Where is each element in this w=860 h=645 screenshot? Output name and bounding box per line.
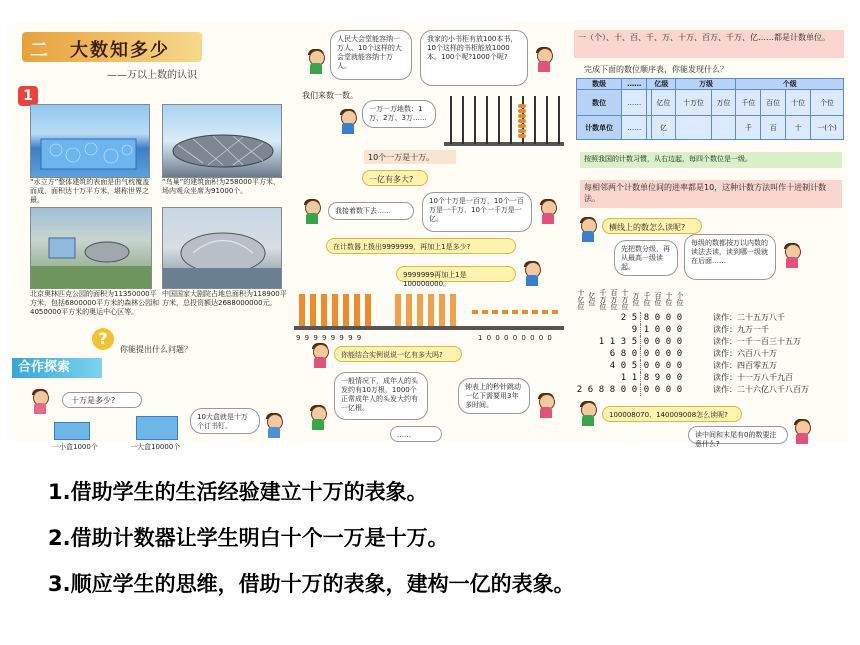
digit-cell: 0	[643, 361, 650, 371]
reading-text: 读作：一千一百三十五万	[713, 337, 801, 346]
read-question: 横线上的数怎么读呢?	[602, 218, 702, 234]
point-number: 2.	[48, 526, 71, 550]
point-number: 1.	[48, 480, 71, 504]
digit-cell: 8	[598, 385, 605, 395]
col-head: 十位	[665, 292, 673, 306]
digit-cell: 0	[654, 385, 661, 395]
boy-icon	[522, 262, 542, 286]
grand-theatre-icon	[163, 208, 281, 288]
ellipsis-bubble: ……	[390, 426, 442, 442]
digit-cell: 2	[620, 313, 627, 323]
zero-bubble: 读中间和末尾有0的数要注意什么?	[688, 426, 788, 444]
reading-row	[574, 336, 809, 348]
col-head: 百万位	[610, 288, 618, 310]
reading-row	[574, 372, 809, 384]
digit-cell: 6	[587, 385, 594, 395]
digit-cell: 8	[609, 385, 616, 395]
digit-cell: 9	[654, 373, 661, 383]
table-header: 万级	[676, 79, 736, 90]
digit-cell: 4	[609, 361, 616, 371]
digit-cell	[574, 324, 585, 336]
digit-cell: 1	[643, 325, 650, 335]
chapter-subtitle: ——万以上数的认识	[107, 70, 197, 81]
reading-text: 读作：二十六亿八千八百万	[713, 385, 809, 394]
table-cell	[711, 116, 736, 140]
boy-icon	[308, 406, 328, 430]
table-row-label: 计数单位	[577, 116, 622, 140]
table-cell: 个位	[811, 90, 844, 116]
point-text: 借助计数器让学生明白十个一万是十万。	[70, 526, 449, 550]
digit-cell: 0	[665, 337, 672, 347]
digit-cell: 0	[643, 349, 650, 359]
abacus-digits-left: 9 9 9 9 9 9 9 9	[296, 334, 363, 342]
table-header: 个级	[736, 79, 844, 90]
hair-bubble: 一般情况下，成年人的头发约有10万根，1000个正常成年人的头发大约有一亿根。	[334, 372, 428, 420]
col-head: 亿位	[588, 292, 596, 306]
digit-cell: 0	[629, 348, 641, 360]
reading-text: 读作：十一万八千九百	[713, 373, 793, 382]
digit-cell	[574, 360, 585, 372]
chapter-title: 大数知多少	[70, 40, 170, 61]
digit-cell	[596, 372, 607, 384]
digit-cell: 5	[629, 336, 641, 348]
girl-icon	[310, 344, 330, 368]
cooperative-explore-label: 合作探索	[12, 358, 102, 378]
digit-cell: 0	[654, 349, 661, 359]
abacus-question: 在计数器上拨出9999999，再加上1是多少?	[326, 238, 516, 254]
digit-cell	[574, 372, 585, 384]
digit-cell: 1	[629, 372, 641, 384]
table-cell: ……	[622, 116, 647, 140]
table-cell: 万位	[711, 90, 736, 116]
col-head: 千位	[643, 292, 651, 306]
table-cell: 亿位	[651, 90, 676, 116]
ask-bubble: 十万是多少?	[62, 392, 142, 408]
place-value-table	[576, 78, 844, 140]
digit-cell	[574, 336, 585, 348]
grand-theatre-photo	[162, 207, 282, 289]
digit-cell: 1	[598, 337, 605, 347]
digit-cell	[585, 324, 596, 336]
summary-point-1	[48, 476, 428, 506]
units-note: 一（个）、十、百、千、万、十万、百万、千万、亿……都是计数单位。	[574, 30, 844, 58]
table-cell: 百	[761, 116, 786, 140]
point-text: 顺应学生的思维，借助十万的表象，建构一亿的表象。	[70, 572, 575, 596]
table-cell: 千位	[736, 90, 761, 116]
water-cube-photo	[30, 104, 150, 178]
big-box-label: 一大盒10000个	[130, 443, 181, 451]
girl-icon	[536, 394, 556, 418]
summary-point-3	[48, 568, 575, 598]
summary-point-2	[48, 522, 449, 552]
boy-icon	[264, 414, 284, 438]
table-cell: 千	[736, 116, 761, 140]
abacus-answer: 9999999再加上1是100000000。	[396, 266, 516, 282]
boy-icon	[306, 50, 326, 74]
digit-cell: 0	[654, 337, 661, 347]
birds-nest-icon	[163, 105, 281, 177]
digit-cell	[596, 360, 607, 372]
digit-cell: 3	[620, 337, 627, 347]
table-header: ……	[622, 79, 647, 90]
digit-cell: 0	[676, 337, 683, 347]
hall-bubble: 人民大会堂能容纳一万人，10个这样的大会堂就能容纳十万人。	[330, 30, 412, 80]
digit-cell	[585, 372, 596, 384]
birds-nest-caption: “鸟巢”的建筑面积为258000平方米，场内观众坐席为91000个。	[162, 178, 280, 195]
boy-icon	[578, 218, 598, 242]
digit-cell: 0	[665, 373, 672, 383]
reading-table	[574, 286, 809, 396]
digit-cell: 8	[620, 349, 627, 359]
box-bubble: 10大盒就是十万个订书钉。	[190, 408, 260, 434]
digit-cell	[585, 312, 596, 324]
big-box-icon	[136, 416, 178, 440]
table-cell: 十	[786, 116, 811, 140]
boy-icon	[338, 110, 358, 134]
girl-icon	[538, 200, 558, 224]
digit-cell: 8	[643, 313, 650, 323]
olympic-park-icon	[31, 208, 151, 288]
chapter-number: 二	[30, 40, 48, 61]
digit-cell	[607, 324, 618, 336]
digit-cell: 0	[643, 337, 650, 347]
digit-cell: 0	[676, 385, 683, 395]
point-number: 3.	[48, 572, 71, 596]
olympic-park-photo	[30, 207, 152, 289]
reading-row	[574, 324, 809, 336]
abacus-digits-right: 1 0 0 0 0 0 0 0 0	[478, 334, 553, 342]
section-badge: 1	[18, 86, 38, 106]
table-header: 亿级	[647, 79, 676, 90]
table-cell: 亿	[651, 116, 676, 140]
bookcase-bubble: 我家的小书柜有放100本书，10个这样的书柜能放1000本。100个呢?1000个呢?	[420, 30, 528, 86]
abacus-1	[444, 92, 564, 148]
digit-cell	[596, 312, 607, 324]
table-cell	[676, 116, 711, 140]
grouping-note: 按照我国的计数习惯，从右边起，每四个数位是一级。	[580, 152, 842, 168]
boy-icon	[302, 200, 322, 224]
digit-cell: 6	[609, 349, 616, 359]
reading-text: 读作：九万一千	[713, 325, 769, 334]
digit-cell: 5	[629, 312, 641, 324]
table-row-label: 数位	[577, 90, 622, 116]
digit-cell: 0	[643, 385, 650, 395]
water-cube-icon	[31, 105, 149, 177]
digit-cell: 0	[629, 384, 641, 396]
digit-cell: 8	[643, 373, 650, 383]
col-head: 千万位	[599, 288, 607, 310]
digit-cell: 0	[665, 313, 672, 323]
water-cube-caption: “水立方”整体建筑的表面是由气枕覆盖而成，面积达十万平方米，堪称世界之最。	[30, 178, 150, 204]
girl-icon	[782, 244, 802, 268]
table-cell: 十位	[786, 90, 811, 116]
digit-cell	[618, 324, 629, 336]
digit-cell	[607, 312, 618, 324]
digit-cell	[574, 348, 585, 360]
abacus-2	[294, 290, 564, 334]
table-cell: ……	[622, 90, 647, 116]
zero-question: 100008070、140009008怎么读呢?	[602, 406, 742, 422]
digit-cell: 0	[620, 385, 627, 395]
digit-cell: 0	[654, 313, 661, 323]
digit-cell: 1	[609, 337, 616, 347]
digit-cell: 9	[629, 324, 641, 336]
read-tip-bubble-1: 先把数分级，再从最高一级读起。	[614, 240, 678, 276]
digit-cell: 0	[676, 313, 683, 323]
olympic-park-caption: 北京奥林匹克公园的面积为11350000平方米，包括6800000平方米的森林公园和4050000平方米的奥运中心区等。	[30, 290, 160, 316]
boy-icon	[578, 402, 598, 426]
digit-cell: 0	[654, 361, 661, 371]
birds-nest-photo	[162, 104, 282, 178]
question-mark-icon: ?	[92, 328, 114, 350]
digit-cell	[574, 312, 585, 324]
digit-cell: 0	[676, 325, 683, 335]
decimal-system-note: 每相邻两个计数单位间的进率都是10，这种计数方法叫作十进制计数法。	[580, 180, 842, 208]
reading-row	[574, 348, 809, 360]
col-head: 个位	[676, 292, 684, 306]
digit-cell: 5	[629, 360, 641, 372]
girl-icon	[792, 420, 812, 444]
reading-row	[574, 312, 809, 324]
reading-text: 读作：二十五万八千	[713, 313, 785, 322]
digit-cell: 0	[665, 361, 672, 371]
question-prompt: 你能提出什么问题？	[120, 345, 192, 354]
digit-cell	[585, 360, 596, 372]
digit-cell: 0	[654, 325, 661, 335]
table-cell: 十万位	[676, 90, 711, 116]
table-task: 完成下面的数位顺序表，你能发现什么？	[584, 65, 728, 74]
col-head: 万位	[632, 292, 640, 306]
digit-cell: 0	[676, 349, 683, 359]
digit-cell: 0	[665, 325, 672, 335]
small-box-label: 一小盒1000个	[52, 443, 98, 451]
grand-theatre-caption: 中国国家大剧院占地总面积为118900平方米，总投资额达2688000000元。	[162, 290, 287, 307]
reading-row	[574, 384, 809, 396]
yi-question: 一亿有多大?	[362, 170, 428, 186]
digit-cell: 0	[676, 373, 683, 383]
girl-icon	[534, 48, 554, 72]
reading-text: 读作：四百零五万	[713, 361, 777, 370]
digit-cell	[585, 348, 596, 360]
table-cell: 一(个)	[811, 116, 844, 140]
reading-text: 读作：六百八十万	[713, 349, 777, 358]
count-prompt: 我们来数一数。	[302, 91, 358, 100]
girl-icon	[30, 390, 50, 414]
continue-bubble: 我接着数下去……	[328, 202, 414, 220]
digit-cell: 0	[676, 361, 683, 371]
table-header: 数级	[577, 79, 622, 90]
chapter-banner	[22, 32, 202, 62]
textbook-scan	[12, 22, 848, 451]
digit-cell	[585, 336, 596, 348]
read-tip-bubble-2: 每级的数都按万以内数的读法去读，读到哪一级就在后面……	[684, 234, 776, 280]
col-head: 十万位	[621, 288, 629, 310]
count-wan-bubble: 一万一万地数：1万、2万、3万……	[362, 100, 436, 128]
digit-cell: 0	[665, 349, 672, 359]
example-question: 你能结合实例说说一亿有多大吗?	[334, 346, 462, 362]
hundred-million-bubble: 10个十万是一百万，10个一百万是一千万，10个一千万是一亿。	[422, 192, 532, 232]
digit-cell	[607, 372, 618, 384]
clock-bubble: 钟表上的秒针跳动一亿下需要用3年多时间。	[458, 378, 530, 414]
digit-cell: 0	[665, 385, 672, 395]
col-head: 百位	[654, 292, 662, 306]
small-box-icon	[54, 422, 90, 440]
ten-wan-note: 10个一万是十万。	[364, 150, 456, 164]
reading-row	[574, 360, 809, 372]
col-head: 十亿位	[577, 288, 585, 310]
point-text: 借助学生的生活经验建立十万的表象。	[70, 480, 428, 504]
table-cell: 百位	[761, 90, 786, 116]
digit-cell	[596, 324, 607, 336]
digit-cell: 2	[576, 385, 583, 395]
digit-cell: 0	[620, 361, 627, 371]
digit-cell	[596, 348, 607, 360]
digit-cell: 1	[620, 373, 627, 383]
